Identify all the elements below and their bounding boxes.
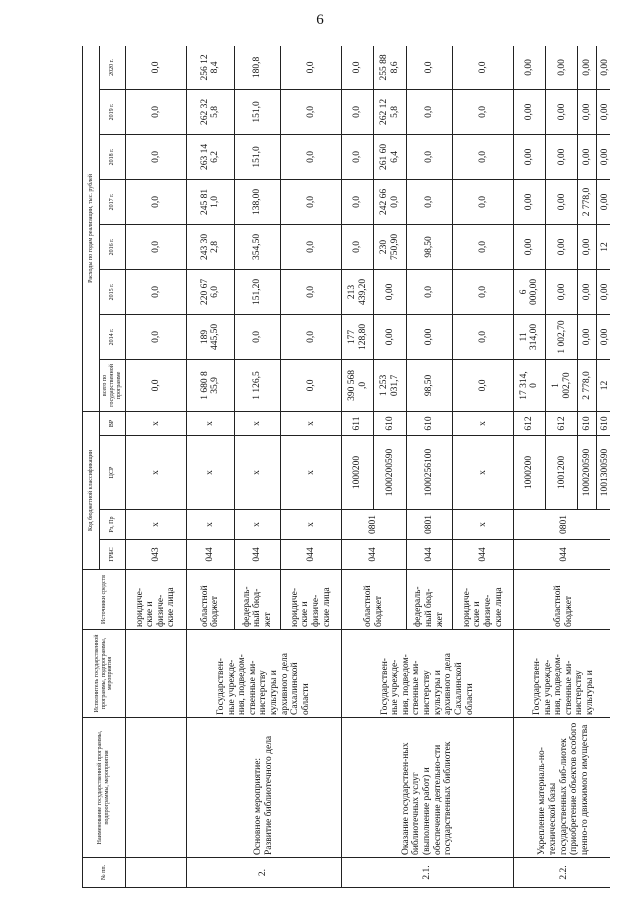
cell-2016: 0,00: [513, 224, 545, 269]
cell-2020: 0,0: [453, 46, 514, 89]
budget-table: [82, 46, 610, 888]
cell-csr: 1000200: [341, 436, 373, 510]
header-year: 2020 г.: [99, 46, 125, 89]
cell-2016: 243 30 2,8: [186, 224, 234, 269]
cell-rzpr: x: [453, 510, 514, 540]
cell-csr: x: [281, 436, 342, 510]
row-source: юридиче- ские и физиче- ские лица: [126, 570, 187, 630]
cell-2019: 0,00: [513, 89, 545, 134]
cell-vr: 612: [546, 411, 578, 435]
row-source: юридиче- ские и физиче- ские лица: [281, 570, 342, 630]
cell-grbs: 044: [453, 540, 514, 570]
header-budget-code: Код бюджетной классификации: [83, 411, 100, 569]
cell-total: 1 126,5: [234, 359, 281, 411]
cell-total: 390 568 ,0: [341, 359, 373, 411]
table-row: [513, 46, 545, 888]
row-executor: Государствен- ные учрежде- ния, подведом- ственные ми- нистерству культуры и архивного дела Сахалинской области: [341, 630, 513, 718]
cell-2017: 0,0: [406, 179, 453, 224]
row-source: федераль- ный бюд- жет: [234, 570, 281, 630]
cell-2014: 189 445,50: [186, 314, 234, 359]
cell-grbs: 044: [234, 540, 281, 570]
cell-2016: 0,00: [578, 224, 596, 269]
cell-2016: 0,0: [341, 224, 373, 269]
header-year: 2018 г.: [99, 134, 125, 179]
header-rzpr: Рз, Пр: [99, 510, 125, 540]
cell-rzpr: x: [126, 510, 187, 540]
table-row: [341, 46, 373, 888]
table-viewport: [82, 46, 610, 888]
row-name: Оказание государствен-ных библиотечных услуг (выполнение работ) и обеспечение деятельно-сти государственных библиотек: [341, 718, 513, 858]
cell-2018: 0,0: [406, 134, 453, 179]
cell-2018: 151,0: [234, 134, 281, 179]
cell-2017: 0,00: [596, 179, 610, 224]
cell-2015: 0,0: [406, 269, 453, 314]
header-source: Источники средств: [83, 570, 126, 630]
cell-total: 0,0: [126, 359, 187, 411]
cell-csr: 1001300590: [596, 436, 610, 510]
cell-2019: 0,00: [546, 89, 578, 134]
cell-total: 98,50: [406, 359, 453, 411]
row-num: [126, 858, 187, 888]
cell-2018: 0,00: [513, 134, 545, 179]
cell-total: 12: [596, 359, 610, 411]
cell-2016: 0,0: [281, 224, 342, 269]
cell-2015: 0,00: [546, 269, 578, 314]
row-source: федераль- ный бюд- жет: [406, 570, 453, 630]
cell-2020: 0,00: [546, 46, 578, 89]
cell-2020: 0,0: [126, 46, 187, 89]
cell-2018: 261 60 6,4: [374, 134, 406, 179]
row-num: 2.1.: [341, 858, 513, 888]
cell-vr: 610: [406, 411, 453, 435]
cell-2014: 177 128,80: [341, 314, 373, 359]
page-number: 6: [316, 12, 324, 28]
cell-total: 1 680 8 35,9: [186, 359, 234, 411]
cell-total: 2 778,0: [578, 359, 596, 411]
row-source: областной бюджет: [186, 570, 234, 630]
cell-2017: 0,0: [341, 179, 373, 224]
header-year: 2017 г.: [99, 179, 125, 224]
table-row: [126, 46, 187, 888]
cell-vr: 611: [341, 411, 373, 435]
cell-2019: 262 12 5,8: [374, 89, 406, 134]
cell-2015: 213 439,20: [341, 269, 373, 314]
cell-rzpr: x: [281, 510, 342, 540]
cell-2017: 242 66 0,0: [374, 179, 406, 224]
header-executor: Исполнитель государственной программы, подпрограммы, мероприятия: [83, 630, 126, 718]
cell-2019: 262 32 5,8: [186, 89, 234, 134]
cell-2020: 255 88 8,6: [374, 46, 406, 89]
cell-2017: 0,0: [126, 179, 187, 224]
header-year: 2016 г.: [99, 224, 125, 269]
cell-2016: 0,00: [546, 224, 578, 269]
cell-csr: x: [453, 436, 514, 510]
header-grbs: ГРБС: [99, 540, 125, 570]
cell-grbs: 044: [341, 540, 406, 570]
cell-2020: 0,0: [341, 46, 373, 89]
cell-2014: 0,00: [578, 314, 596, 359]
cell-2018: 0,00: [578, 134, 596, 179]
cell-2016: 0,0: [126, 224, 187, 269]
cell-2017: 2 778,0: [578, 179, 596, 224]
cell-vr: 610: [578, 411, 596, 435]
cell-2015: 0,00: [578, 269, 596, 314]
cell-2014: 0,0: [281, 314, 342, 359]
header-year: 2014 г.: [99, 314, 125, 359]
cell-grbs: 044: [406, 540, 453, 570]
cell-2020: 0,00: [596, 46, 610, 89]
cell-grbs: 044: [281, 540, 342, 570]
cell-2018: 0,00: [596, 134, 610, 179]
cell-2017: 0,00: [513, 179, 545, 224]
row-executor: Государствен- ные учрежде- ния, подведом- ственные ми- нистерству культуры и архивного дела Сахалинской области: [186, 630, 341, 718]
cell-grbs: 043: [126, 540, 187, 570]
cell-2017: 0,0: [453, 179, 514, 224]
header-total: всего по государственной программе: [99, 359, 125, 411]
cell-2014: 0,00: [406, 314, 453, 359]
row-source: юридиче- ские и физиче- ские лица: [453, 570, 514, 630]
cell-2015: 0,0: [453, 269, 514, 314]
cell-total: 1 253 031,7: [374, 359, 406, 411]
cell-rzpr: 0801: [341, 510, 406, 540]
row-name: Укрепление материаль-но-технической базы государственных биб-лиотек (приобретение объектов особого ценно-го движимого имущества: [513, 718, 610, 858]
cell-2015: 0,00: [596, 269, 610, 314]
row-source: областной бюджет: [513, 570, 610, 630]
cell-csr: x: [126, 436, 187, 510]
cell-vr: 612: [513, 411, 545, 435]
cell-2015: 0,0: [126, 269, 187, 314]
cell-2014: 1 002,70: [546, 314, 578, 359]
row-executor: [126, 630, 187, 718]
cell-2019: 0,0: [341, 89, 373, 134]
cell-2015: 151,20: [234, 269, 281, 314]
row-name: Основное мероприятие: Развитие библиотечного дела: [186, 718, 341, 858]
cell-vr: 610: [596, 411, 610, 435]
cell-2018: 0,0: [341, 134, 373, 179]
cell-2015: 0,00: [374, 269, 406, 314]
cell-rzpr: 0801: [406, 510, 453, 540]
header-year: 2019 г.: [99, 89, 125, 134]
cell-csr: x: [186, 436, 234, 510]
header-expenses: Расходы по годам реализации, тыс. рублей: [83, 46, 100, 411]
row-source: областной бюджет: [341, 570, 406, 630]
cell-2018: 263 14 6,2: [186, 134, 234, 179]
cell-2017: 0,00: [546, 179, 578, 224]
header-num: № пп.: [83, 858, 126, 888]
cell-2014: 0,00: [374, 314, 406, 359]
cell-csr: 1001200: [546, 436, 578, 510]
cell-csr: 1000200590: [578, 436, 596, 510]
row-num: 2.: [186, 858, 341, 888]
row-num: 2.2.: [513, 858, 610, 888]
cell-2016: 230 750,90: [374, 224, 406, 269]
cell-grbs: 044: [513, 540, 610, 570]
cell-2016: 12: [596, 224, 610, 269]
cell-vr: x: [453, 411, 514, 435]
cell-2019: 0,00: [596, 89, 610, 134]
cell-csr: 1000256100: [406, 436, 453, 510]
cell-vr: x: [281, 411, 342, 435]
cell-2018: 0,0: [453, 134, 514, 179]
cell-vr: x: [234, 411, 281, 435]
cell-grbs: 044: [186, 540, 234, 570]
cell-rzpr: 0801: [513, 510, 610, 540]
cell-2019: 151,0: [234, 89, 281, 134]
cell-csr: x: [234, 436, 281, 510]
cell-2019: 0,00: [578, 89, 596, 134]
cell-2018: 0,0: [126, 134, 187, 179]
cell-2019: 0,0: [126, 89, 187, 134]
cell-vr: x: [126, 411, 187, 435]
header-vr: ВР: [99, 411, 125, 435]
cell-vr: x: [186, 411, 234, 435]
cell-2016: 0,0: [453, 224, 514, 269]
header-name: Наименование государственной программы, подпрограммы, мероприятия: [83, 718, 126, 858]
cell-csr: 1000200: [513, 436, 545, 510]
cell-2016: 354,50: [234, 224, 281, 269]
cell-2014: 0,00: [596, 314, 610, 359]
cell-2015: 0,0: [281, 269, 342, 314]
cell-2020: 256 12 8,4: [186, 46, 234, 89]
rotated-table-container: [82, 46, 610, 888]
cell-rzpr: x: [234, 510, 281, 540]
cell-2020: 0,00: [578, 46, 596, 89]
table-row: [186, 46, 234, 888]
cell-2020: 0,0: [281, 46, 342, 89]
cell-2019: 0,0: [281, 89, 342, 134]
cell-2017: 138,00: [234, 179, 281, 224]
cell-2020: 0,00: [513, 46, 545, 89]
cell-vr: 610: [374, 411, 406, 435]
cell-2019: 0,0: [406, 89, 453, 134]
cell-2018: 0,0: [281, 134, 342, 179]
cell-2020: 180,8: [234, 46, 281, 89]
cell-2017: 245 81 1,0: [186, 179, 234, 224]
cell-2014: 0,0: [126, 314, 187, 359]
cell-total: 0,0: [281, 359, 342, 411]
cell-total: 17 314, 0: [513, 359, 545, 411]
row-name: [126, 718, 187, 858]
cell-2020: 0,0: [406, 46, 453, 89]
cell-2015: 6 000,00: [513, 269, 545, 314]
cell-2016: 98,50: [406, 224, 453, 269]
cell-csr: 1000200590: [374, 436, 406, 510]
cell-2018: 0,00: [546, 134, 578, 179]
cell-2017: 0,0: [281, 179, 342, 224]
row-executor: Государствен- ные учрежде- ния, подведом- ственные ми- нистерству культуры и: [513, 630, 610, 718]
cell-2019: 0,0: [453, 89, 514, 134]
header-csr: ЦСР: [99, 436, 125, 510]
header-year: 2015 г.: [99, 269, 125, 314]
cell-2014: 0,0: [234, 314, 281, 359]
cell-rzpr: x: [186, 510, 234, 540]
cell-2015: 220 67 6,0: [186, 269, 234, 314]
cell-total: 0,0: [453, 359, 514, 411]
cell-2014: 0,0: [453, 314, 514, 359]
cell-2014: 11 314,00: [513, 314, 545, 359]
cell-total: 1 002,70: [546, 359, 578, 411]
